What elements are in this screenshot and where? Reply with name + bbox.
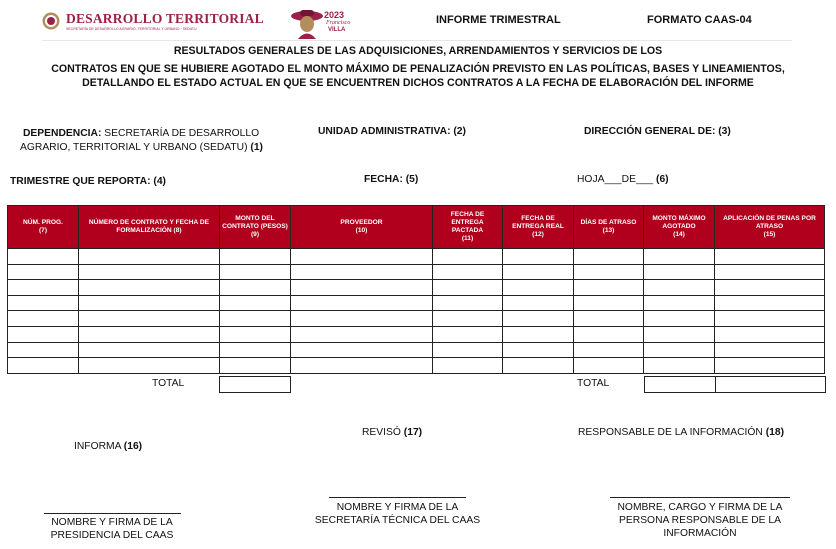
table-cell[interactable] xyxy=(715,295,825,311)
table-cell[interactable] xyxy=(574,295,644,311)
table-cell[interactable] xyxy=(291,295,433,311)
col-header-fecha-real: FECHA DE ENTREGA REAL (12) xyxy=(503,206,574,249)
signature-caption-secretaria: NOMBRE Y FIRMA DE LA SECRETARÍA TÉCNICA DEL CAAS xyxy=(314,502,481,526)
col-header-contrato: NÚMERO DE CONTRATO Y FECHA DE FORMALIZACIÓN (8) xyxy=(79,206,220,249)
table-cell[interactable] xyxy=(8,249,79,265)
table-cell[interactable] xyxy=(8,342,79,358)
table-cell[interactable] xyxy=(715,358,825,374)
francisco-villa-2023-emblem xyxy=(290,6,360,40)
table-cell[interactable] xyxy=(220,311,291,327)
table-cell[interactable] xyxy=(220,249,291,265)
emblem-year: 2023 xyxy=(324,10,345,20)
dependencia-num: (1) xyxy=(250,142,263,153)
signature-caption-presidencia: NOMBRE Y FIRMA DE LA PRESIDENCIA DEL CAAS xyxy=(50,517,174,541)
table-cell[interactable] xyxy=(79,342,220,358)
table-cell[interactable] xyxy=(644,249,715,265)
table-cell[interactable] xyxy=(79,358,220,374)
signature-line-secretaria xyxy=(329,497,466,498)
table-cell[interactable] xyxy=(644,326,715,342)
table-cell[interactable] xyxy=(503,249,574,265)
table-cell[interactable] xyxy=(220,342,291,358)
table-cell[interactable] xyxy=(503,295,574,311)
col-header-aplicacion-penas: APLICACIÓN DE PENAS POR ATRASO (15) xyxy=(715,206,825,249)
table-cell[interactable] xyxy=(291,358,433,374)
table-row xyxy=(8,358,825,374)
total-label-right: TOTAL xyxy=(577,378,610,389)
dependencia-field xyxy=(23,128,259,139)
table-cell[interactable] xyxy=(79,280,220,296)
col-header-monto-maximo: MONTO MÁXIMO AGOTADO (14) xyxy=(644,206,715,249)
total-monto-maximo-cell[interactable] xyxy=(644,376,716,393)
table-cell[interactable] xyxy=(433,358,503,374)
signature-line-responsable xyxy=(610,497,790,498)
table-row xyxy=(8,342,825,358)
table-cell[interactable] xyxy=(644,280,715,296)
table-cell[interactable] xyxy=(291,249,433,265)
table-cell[interactable] xyxy=(79,326,220,342)
table-cell[interactable] xyxy=(503,358,574,374)
subtitle-line-1: RESULTADOS GENERALES DE LAS ADQUISICIONES, ARRENDAMIENTOS Y SERVICIOS DE LOS xyxy=(173,45,663,57)
table-cell[interactable] xyxy=(574,326,644,342)
table-cell[interactable] xyxy=(8,326,79,342)
table-cell[interactable] xyxy=(644,311,715,327)
hoja-label: HOJA___DE___ xyxy=(577,174,654,185)
table-cell[interactable] xyxy=(291,342,433,358)
unidad-administrativa-field: UNIDAD ADMINISTRATIVA: (2) xyxy=(318,126,466,137)
fecha-field: FECHA: (5) xyxy=(364,174,419,185)
table-cell[interactable] xyxy=(220,295,291,311)
table-cell[interactable] xyxy=(715,249,825,265)
table-cell[interactable] xyxy=(503,342,574,358)
hoja-field xyxy=(577,174,669,185)
subtitle-line-3: DETALLANDO EL ESTADO ACTUAL EN QUE SE ENCUENTREN DICHOS CONTRATOS A LA FECHA DE ELABORACIÓN DEL INFORME xyxy=(82,77,754,89)
table-cell[interactable] xyxy=(644,295,715,311)
table-cell[interactable] xyxy=(574,358,644,374)
table-cell[interactable] xyxy=(644,342,715,358)
table-cell[interactable] xyxy=(79,295,220,311)
contracts-table xyxy=(7,205,825,374)
table-cell[interactable] xyxy=(79,311,220,327)
total-label-left: TOTAL xyxy=(152,378,185,389)
emblem-name-first: Francisco xyxy=(326,20,351,26)
col-header-monto: MONTO DEL CONTRATO (PESOS) (9) xyxy=(220,206,291,249)
table-row xyxy=(8,249,825,265)
col-header-fecha-pactada: FECHA DE ENTREGA PACTADA (11) xyxy=(433,206,503,249)
table-cell[interactable] xyxy=(220,280,291,296)
table-cell[interactable] xyxy=(644,358,715,374)
table-header-row xyxy=(8,206,825,249)
table-cell[interactable] xyxy=(644,264,715,280)
table-cell[interactable] xyxy=(8,280,79,296)
report-title: INFORME TRIMESTRAL xyxy=(436,14,561,26)
table-cell[interactable] xyxy=(433,249,503,265)
format-code: FORMATO CAAS-04 xyxy=(647,14,752,26)
table-row xyxy=(8,264,825,280)
table-cell[interactable] xyxy=(433,326,503,342)
reviso-label: REVISÓ (17) xyxy=(362,427,423,438)
table-cell[interactable] xyxy=(79,264,220,280)
total-penas-cell[interactable] xyxy=(715,376,826,393)
sedatu-emblem-icon xyxy=(42,12,60,30)
table-cell[interactable] xyxy=(433,311,503,327)
col-header-proveedor: PROVEEDOR (10) xyxy=(291,206,433,249)
logo-text: DESARROLLO TERRITORIAL xyxy=(66,11,264,26)
table-cell[interactable] xyxy=(574,249,644,265)
table-cell[interactable] xyxy=(433,264,503,280)
table-cell[interactable] xyxy=(291,280,433,296)
header-divider xyxy=(42,40,792,41)
logo-subtext: SECRETARÍA DE DESARROLLO AGRARIO, TERRITORIAL Y URBANO · SEDATU xyxy=(66,27,197,31)
table-cell[interactable] xyxy=(574,311,644,327)
informa-label: INFORMA (16) xyxy=(74,441,143,452)
table-cell[interactable] xyxy=(220,264,291,280)
trimestre-field: TRIMESTRE QUE REPORTA: (4) xyxy=(10,176,166,187)
table-row xyxy=(8,295,825,311)
table-row xyxy=(8,280,825,296)
direccion-general-field: DIRECCIÓN GENERAL DE: (3) xyxy=(584,126,731,137)
col-header-num-prog: NÚM. PROG. (7) xyxy=(8,206,79,249)
table-cell[interactable] xyxy=(503,280,574,296)
table-row xyxy=(8,311,825,327)
table-cell[interactable] xyxy=(503,311,574,327)
dependencia-value-2: AGRARIO, TERRITORIAL Y URBANO (SEDATU) xyxy=(20,142,248,153)
table-cell[interactable] xyxy=(291,326,433,342)
table-cell[interactable] xyxy=(715,311,825,327)
emblem-name-last: VILLA xyxy=(328,27,346,33)
total-monto-cell[interactable] xyxy=(219,376,291,393)
table-cell[interactable] xyxy=(433,280,503,296)
table-cell[interactable] xyxy=(8,311,79,327)
table-cell[interactable] xyxy=(715,326,825,342)
subtitle-line-2: CONTRATOS EN QUE SE HUBIERE AGOTADO EL MONTO MÁXIMO DE PENALIZACIÓN PREVISTO EN LAS POLÍTICAS, BASES Y LINEAMIENTOS, xyxy=(51,63,785,75)
table-cell[interactable] xyxy=(8,358,79,374)
table-cell[interactable] xyxy=(715,342,825,358)
table-cell[interactable] xyxy=(574,342,644,358)
table-cell[interactable] xyxy=(8,264,79,280)
dependencia-field-line-2 xyxy=(20,142,263,153)
table-cell[interactable] xyxy=(503,326,574,342)
table-cell[interactable] xyxy=(220,358,291,374)
table-cell[interactable] xyxy=(433,295,503,311)
table-row xyxy=(8,326,825,342)
table-cell[interactable] xyxy=(291,311,433,327)
table-cell[interactable] xyxy=(433,342,503,358)
signature-line-presidencia xyxy=(44,513,181,514)
table-cell[interactable] xyxy=(220,326,291,342)
dependencia-value-1: SECRETARÍA DE DESARROLLO xyxy=(104,128,260,139)
table-cell[interactable] xyxy=(503,264,574,280)
table-cell[interactable] xyxy=(79,249,220,265)
table-cell[interactable] xyxy=(715,280,825,296)
table-cell[interactable] xyxy=(574,264,644,280)
table-cell[interactable] xyxy=(291,264,433,280)
hoja-num: (6) xyxy=(656,174,669,185)
table-cell[interactable] xyxy=(574,280,644,296)
signature-caption-responsable: NOMBRE, CARGO Y FIRMA DE LA PERSONA RESPONSABLE DE LA INFORMACIÓN xyxy=(617,502,783,539)
table-cell[interactable] xyxy=(715,264,825,280)
villa-portrait-icon xyxy=(290,6,324,40)
responsable-label: RESPONSABLE DE LA INFORMACIÓN (18) xyxy=(578,427,785,438)
dependencia-label: DEPENDENCIA: xyxy=(23,128,102,139)
table-cell[interactable] xyxy=(8,295,79,311)
col-header-dias-atraso: DÍAS DE ATRASO (13) xyxy=(574,206,644,249)
